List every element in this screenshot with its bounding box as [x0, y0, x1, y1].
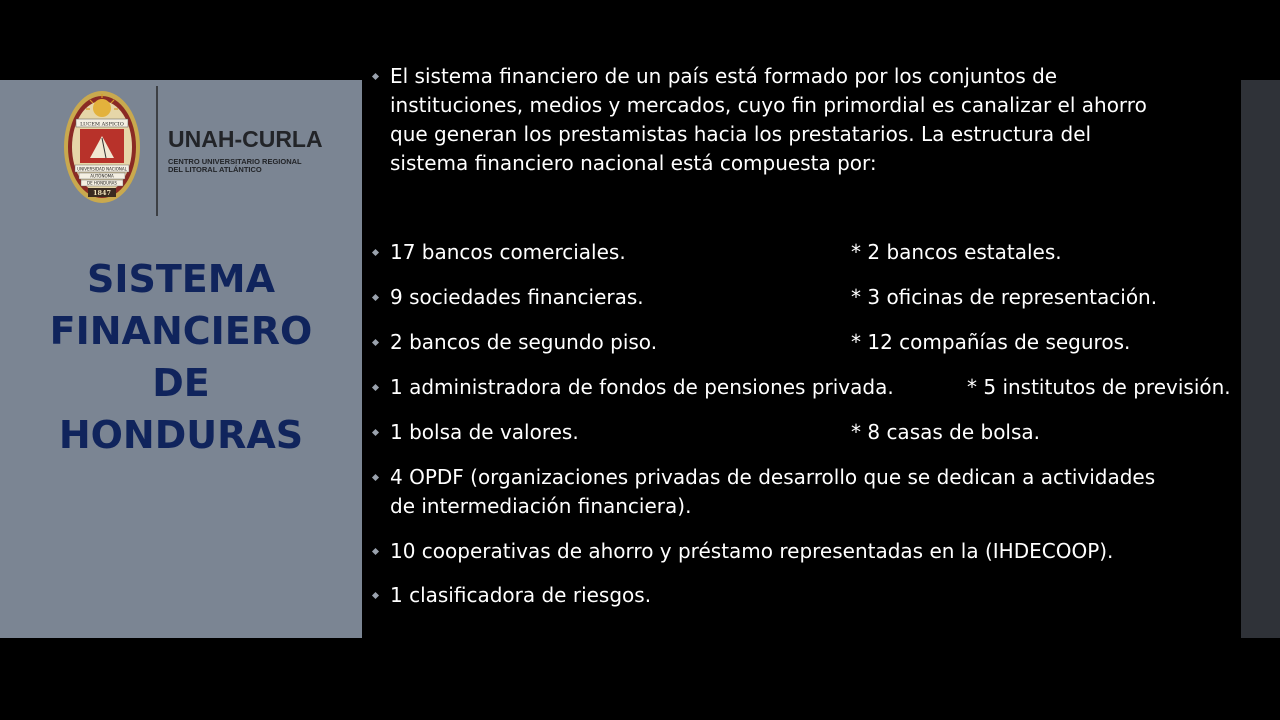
bullet-icon — [372, 73, 379, 80]
intro-line-2: instituciones, medios y mercados, cuyo fin primordial es canalizar el ahorro — [390, 93, 1147, 117]
list-item — [390, 238, 1062, 267]
item-right: * 5 institutos de previsión. — [967, 375, 1231, 399]
item-left: 1 bolsa de valores. — [390, 420, 579, 444]
intro-line-1: El sistema financiero de un país está formado por los conjuntos de — [390, 64, 1058, 88]
item-right: * 12 compañías de seguros. — [851, 330, 1131, 354]
bullet-icon — [372, 429, 379, 436]
item-right: * 3 oficinas de representación. — [851, 285, 1158, 309]
university-seal-icon — [62, 88, 142, 206]
logo-name: UNAH-CURLA — [168, 126, 323, 152]
seal-text-2: AUTÓNOMA — [90, 173, 114, 179]
slide-title — [0, 253, 362, 461]
bullet-icon — [372, 384, 379, 391]
intro-paragraph — [390, 62, 1147, 178]
item-left: 2 bancos de segundo piso. — [390, 330, 658, 354]
title-line-3: DE — [152, 361, 210, 405]
opdf-line-1: 4 OPDF (organizaciones privadas de desarrollo que se dedican a actividades — [390, 465, 1156, 489]
list-item — [390, 537, 1113, 566]
intro-line-3: que generan los prestamistas hacia los prestatarios. La estructura del — [390, 122, 1092, 146]
list-item — [390, 581, 651, 610]
seal-text-3: DE HONDURAS — [87, 180, 117, 186]
list-item — [390, 463, 1155, 521]
seal-year: 1847 — [92, 189, 112, 197]
item-right: * 8 casas de bolsa. — [851, 420, 1041, 444]
bullet-icon — [372, 474, 379, 481]
logo-divider — [156, 86, 158, 216]
opdf-line-2: de intermediación financiera). — [390, 494, 692, 518]
item-right: * 2 bancos estatales. — [851, 240, 1062, 264]
list-item — [390, 418, 1041, 447]
title-line-4: HONDURAS — [58, 413, 304, 457]
logo-subtitle-1: CENTRO UNIVERSITARIO REGIONAL — [168, 157, 302, 166]
title-line-1: SISTEMA — [87, 257, 275, 301]
item-left: 9 sociedades financieras. — [390, 285, 644, 309]
logo-subtitle-2: DEL LITORAL ATLÁNTICO — [168, 165, 262, 174]
item-left: 1 administradora de fondos de pensiones privada. — [390, 375, 894, 399]
list-item — [390, 373, 1231, 402]
right-accent-strip — [1241, 80, 1280, 638]
item-left: 17 bancos comerciales. — [390, 240, 626, 264]
cooperativas-text: 10 cooperativas de ahorro y préstamo representadas en la (IHDECOOP). — [390, 539, 1114, 563]
intro-line-4: sistema financiero nacional está compuesta por: — [390, 151, 877, 175]
unah-curla-logo — [62, 86, 332, 218]
bullet-icon — [372, 339, 379, 346]
bullet-icon — [372, 249, 379, 256]
seal-motto: LUCEM ASPICIO — [80, 121, 124, 128]
clasificadora-text: 1 clasificadora de riesgos. — [390, 583, 652, 607]
bullet-icon — [372, 592, 379, 599]
title-line-2: FINANCIERO — [49, 309, 313, 353]
list-item — [390, 328, 1131, 357]
bullet-icon — [372, 548, 379, 555]
bullet-icon — [372, 294, 379, 301]
list-item — [390, 283, 1158, 312]
seal-text-1: UNIVERSIDAD NACIONAL — [77, 166, 127, 172]
